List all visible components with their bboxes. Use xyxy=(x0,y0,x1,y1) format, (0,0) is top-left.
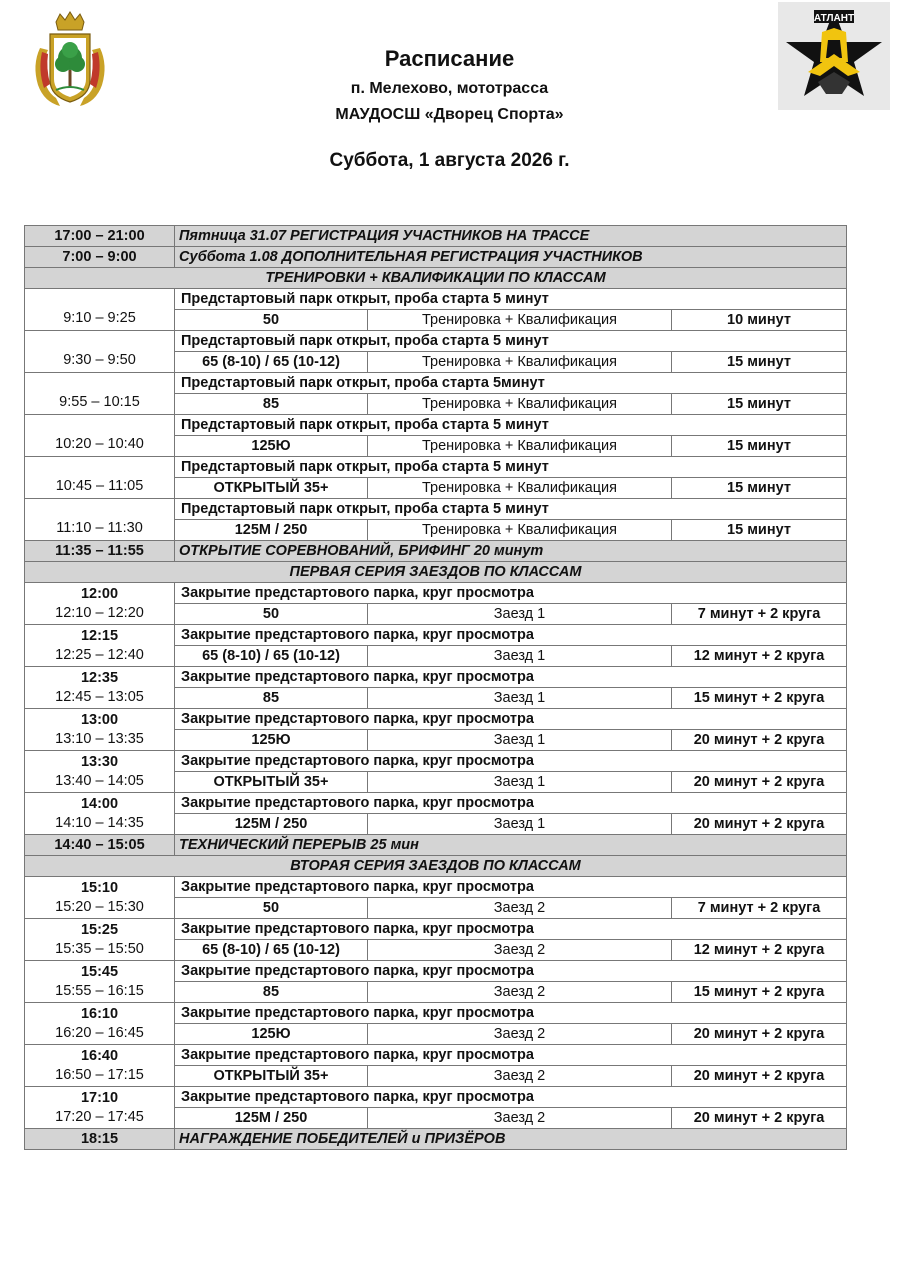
section-heading: ВТОРАЯ СЕРИЯ ЗАЕЗДОВ ПО КЛАССАМ xyxy=(25,856,847,877)
class-name: ОТКРЫТЫЙ 35+ xyxy=(175,478,368,499)
class-name: 65 (8-10) / 65 (10-12) xyxy=(175,352,368,373)
time-cell xyxy=(25,415,175,457)
race1-block xyxy=(25,751,847,772)
race2-block xyxy=(25,1087,847,1108)
paddock-note: Закрытие предстартового парка, круг просмотра xyxy=(175,793,847,814)
event-text: ОТКРЫТИЕ СОРЕВНОВАНИЙ, БРИФИНГ 20 минут xyxy=(175,541,847,562)
race2-block xyxy=(25,961,847,982)
time-cell xyxy=(25,877,175,919)
session-type: Заезд 2 xyxy=(368,982,672,1003)
section-heading: ПЕРВАЯ СЕРИЯ ЗАЕЗДОВ ПО КЛАССАМ xyxy=(25,562,847,583)
event-time: 17:00 – 21:00 xyxy=(25,226,175,247)
training-block xyxy=(25,457,847,478)
call-time: 12:00 xyxy=(80,585,119,602)
class-name: 125Ю xyxy=(175,436,368,457)
race-time-range: 14:10 – 14:35 xyxy=(55,814,144,831)
class-name: 85 xyxy=(175,394,368,415)
training-block xyxy=(25,373,847,394)
session-type: Заезд 1 xyxy=(368,604,672,625)
time-cell xyxy=(25,793,175,835)
section-race-2 xyxy=(25,856,847,877)
duration: 7 минут + 2 круга xyxy=(672,898,847,919)
paddock-note: Закрытие предстартового парка, круг просмотра xyxy=(175,625,847,646)
event-time: 7:00 – 9:00 xyxy=(25,247,175,268)
training-block xyxy=(25,331,847,352)
paddock-note: Предстартовый парк открыт, проба старта 5 минут xyxy=(175,289,847,310)
registration-row xyxy=(25,226,847,247)
event-time: 18:15 xyxy=(25,1129,175,1150)
duration: 20 минут + 2 круга xyxy=(672,1024,847,1045)
training-block xyxy=(25,415,847,436)
race1-block xyxy=(25,625,847,646)
registration-row xyxy=(25,247,847,268)
time-range: 9:10 – 9:25 xyxy=(63,310,136,326)
paddock-note: Закрытие предстартового парка, круг просмотра xyxy=(175,751,847,772)
paddock-note: Закрытие предстартового парка, круг просмотра xyxy=(175,667,847,688)
emblem-text: АТЛАНТ xyxy=(813,13,855,24)
race-time-range: 12:10 – 12:20 xyxy=(55,604,144,621)
section-training xyxy=(25,268,847,289)
time-cell xyxy=(25,1087,175,1129)
page-title: Расписание xyxy=(384,46,515,71)
duration: 20 минут + 2 круга xyxy=(672,730,847,751)
race1-block xyxy=(25,583,847,604)
race1-block xyxy=(25,709,847,730)
duration: 12 минут + 2 круга xyxy=(672,940,847,961)
class-name: 50 xyxy=(175,310,368,331)
race-time-range: 13:40 – 14:05 xyxy=(55,772,144,789)
time-cell xyxy=(25,583,175,625)
call-time: 13:00 xyxy=(80,711,119,728)
race-time-range: 13:10 – 13:35 xyxy=(55,730,144,747)
time-cell xyxy=(25,961,175,1003)
paddock-note: Закрытие предстартового парка, круг просмотра xyxy=(175,709,847,730)
duration: 20 минут + 2 круга xyxy=(672,1066,847,1087)
paddock-note: Закрытие предстартового парка, круг просмотра xyxy=(175,961,847,982)
duration: 20 минут + 2 круга xyxy=(672,1108,847,1129)
call-time: 13:30 xyxy=(80,753,119,770)
venue-line: п. Мелехово, мототрасса xyxy=(350,80,549,97)
class-name: 125М / 250 xyxy=(175,520,368,541)
race-time-range: 15:35 – 15:50 xyxy=(55,940,144,957)
schedule-table xyxy=(24,225,847,1150)
race2-block xyxy=(25,877,847,898)
race-time-range: 12:25 – 12:40 xyxy=(55,646,144,663)
paddock-note: Закрытие предстартового парка, круг просмотра xyxy=(175,1045,847,1066)
call-time: 17:10 xyxy=(80,1089,119,1106)
session-type: Заезд 1 xyxy=(368,730,672,751)
call-time: 14:00 xyxy=(80,795,119,812)
call-time: 12:15 xyxy=(80,627,119,644)
race-time-range: 16:50 – 17:15 xyxy=(55,1066,144,1083)
session-type: Заезд 2 xyxy=(368,898,672,919)
duration: 20 минут + 2 круга xyxy=(672,772,847,793)
event-time: 11:35 – 11:55 xyxy=(25,541,175,562)
break-row xyxy=(25,835,847,856)
event-time: 14:40 – 15:05 xyxy=(25,835,175,856)
session-type: Тренировка + Квалификация xyxy=(368,352,672,373)
session-type: Заезд 2 xyxy=(368,1108,672,1129)
event-text: ТЕХНИЧЕСКИЙ ПЕРЕРЫВ 25 мин xyxy=(175,835,847,856)
class-name: 65 (8-10) / 65 (10-12) xyxy=(175,646,368,667)
class-name: 50 xyxy=(175,604,368,625)
section-heading: ТРЕНИРОВКИ + КВАЛИФИКАЦИИ ПО КЛАССАМ xyxy=(25,268,847,289)
race2-block xyxy=(25,1003,847,1024)
paddock-note: Закрытие предстартового парка, круг просмотра xyxy=(175,877,847,898)
session-type: Тренировка + Квалификация xyxy=(368,394,672,415)
call-time: 16:40 xyxy=(80,1047,119,1064)
race1-block xyxy=(25,667,847,688)
duration: 15 минут xyxy=(672,436,847,457)
race-time-range: 12:45 – 13:05 xyxy=(55,688,144,705)
session-type: Заезд 1 xyxy=(368,814,672,835)
paddock-note: Закрытие предстартового парка, круг просмотра xyxy=(175,1087,847,1108)
paddock-note: Предстартовый парк открыт, проба старта 5минут xyxy=(175,373,847,394)
awards-row xyxy=(25,1129,847,1150)
race-time-range: 15:55 – 16:15 xyxy=(55,982,144,999)
call-time: 15:10 xyxy=(80,879,119,896)
time-cell xyxy=(25,709,175,751)
event-text: НАГРАЖДЕНИЕ ПОБЕДИТЕЛЕЙ и ПРИЗЁРОВ xyxy=(175,1129,847,1150)
time-cell xyxy=(25,457,175,499)
time-range: 11:10 – 11:30 xyxy=(56,520,143,536)
time-cell xyxy=(25,373,175,415)
time-cell xyxy=(25,667,175,709)
training-block xyxy=(25,499,847,520)
time-cell xyxy=(25,919,175,961)
time-range: 9:55 – 10:15 xyxy=(59,394,140,410)
event-text: Пятница 31.07 РЕГИСТРАЦИЯ УЧАСТНИКОВ НА ТРАССЕ xyxy=(175,226,847,247)
paddock-note: Предстартовый парк открыт, проба старта 5 минут xyxy=(175,331,847,352)
organizer-line: МАУДОСШ «Дворец Спорта» xyxy=(335,106,564,123)
call-time: 12:35 xyxy=(80,669,119,686)
duration: 15 минут + 2 круга xyxy=(672,982,847,1003)
class-name: 125Ю xyxy=(175,1024,368,1045)
race2-block xyxy=(25,1045,847,1066)
session-type: Заезд 2 xyxy=(368,940,672,961)
paddock-note: Предстартовый парк открыт, проба старта 5 минут xyxy=(175,457,847,478)
class-name: 50 xyxy=(175,898,368,919)
session-type: Заезд 1 xyxy=(368,772,672,793)
class-name: 85 xyxy=(175,982,368,1003)
time-cell xyxy=(25,1003,175,1045)
duration: 12 минут + 2 круга xyxy=(672,646,847,667)
session-type: Заезд 1 xyxy=(368,688,672,709)
class-name: ОТКРЫТЫЙ 35+ xyxy=(175,1066,368,1087)
time-cell xyxy=(25,1045,175,1087)
time-range: 9:30 – 9:50 xyxy=(63,352,136,368)
session-type: Заезд 2 xyxy=(368,1066,672,1087)
duration: 15 минут xyxy=(672,520,847,541)
race1-block xyxy=(25,793,847,814)
session-type: Заезд 2 xyxy=(368,1024,672,1045)
event-date: Суббота, 1 августа 2026 г. xyxy=(329,150,570,171)
duration: 15 минут + 2 круга xyxy=(672,688,847,709)
duration: 15 минут xyxy=(672,394,847,415)
time-cell xyxy=(25,289,175,331)
session-type: Тренировка + Квалификация xyxy=(368,436,672,457)
call-time: 15:45 xyxy=(80,963,119,980)
race-time-range: 17:20 – 17:45 xyxy=(55,1108,144,1125)
duration: 15 минут xyxy=(672,478,847,499)
time-cell xyxy=(25,625,175,667)
duration: 10 минут xyxy=(672,310,847,331)
time-cell xyxy=(25,499,175,541)
training-block xyxy=(25,289,847,310)
session-type: Тренировка + Квалификация xyxy=(368,310,672,331)
time-cell xyxy=(25,331,175,373)
time-range: 10:45 – 11:05 xyxy=(55,478,144,494)
paddock-note: Предстартовый парк открыт, проба старта 5 минут xyxy=(175,415,847,436)
event-text: Суббота 1.08 ДОПОЛНИТЕЛЬНАЯ РЕГИСТРАЦИЯ УЧАСТНИКОВ xyxy=(175,247,847,268)
session-type: Заезд 1 xyxy=(368,646,672,667)
duration: 7 минут + 2 круга xyxy=(672,604,847,625)
race-time-range: 15:20 – 15:30 xyxy=(55,898,144,915)
class-name: 125М / 250 xyxy=(175,814,368,835)
call-time: 15:25 xyxy=(80,921,119,938)
time-cell xyxy=(25,751,175,793)
time-range: 10:20 – 10:40 xyxy=(55,436,144,452)
paddock-note: Предстартовый парк открыт, проба старта 5 минут xyxy=(175,499,847,520)
call-time: 16:10 xyxy=(80,1005,119,1022)
section-race-1 xyxy=(25,562,847,583)
class-name: ОТКРЫТЫЙ 35+ xyxy=(175,772,368,793)
opening-row xyxy=(25,541,847,562)
paddock-note: Закрытие предстартового парка, круг просмотра xyxy=(175,1003,847,1024)
paddock-note: Закрытие предстартового парка, круг просмотра xyxy=(175,583,847,604)
race-time-range: 16:20 – 16:45 xyxy=(55,1024,144,1041)
session-type: Тренировка + Квалификация xyxy=(368,478,672,499)
race2-block xyxy=(25,919,847,940)
duration: 15 минут xyxy=(672,352,847,373)
class-name: 65 (8-10) / 65 (10-12) xyxy=(175,940,368,961)
class-name: 125Ю xyxy=(175,730,368,751)
paddock-note: Закрытие предстартового парка, круг просмотра xyxy=(175,919,847,940)
session-type: Тренировка + Квалификация xyxy=(368,520,672,541)
class-name: 85 xyxy=(175,688,368,709)
duration: 20 минут + 2 круга xyxy=(672,814,847,835)
class-name: 125М / 250 xyxy=(175,1108,368,1129)
